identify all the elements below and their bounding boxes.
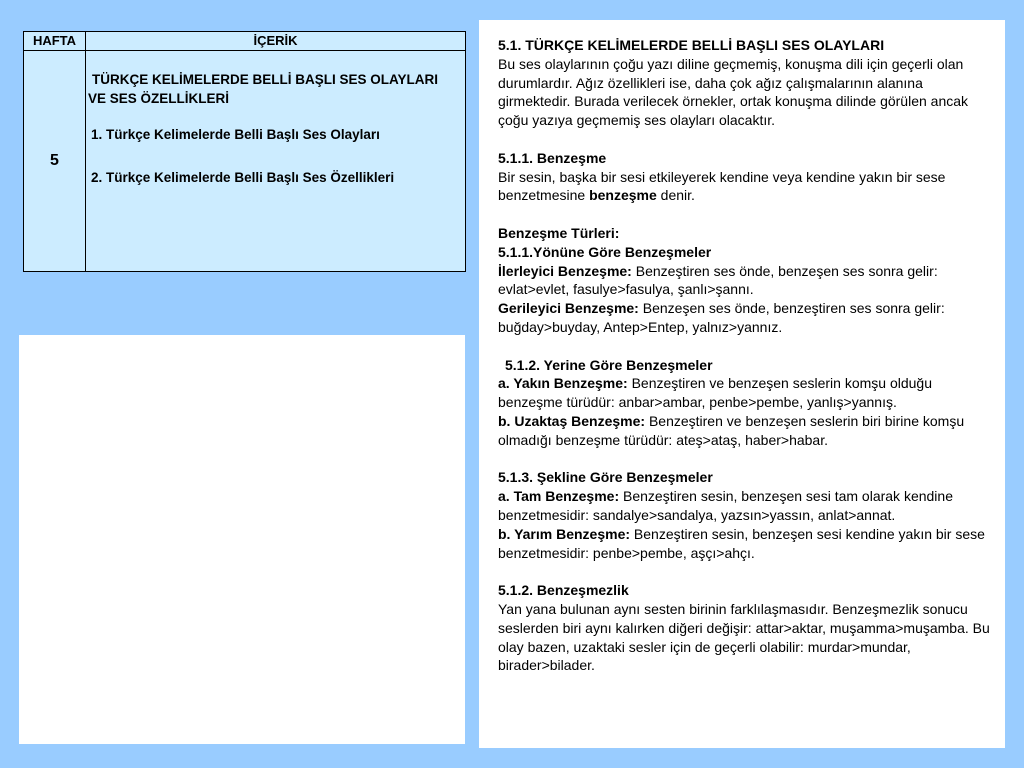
benzesme-text-a: Bir sesin, başka bir sesi etkileyerek kendine veya kendine yakın bir sese benzetmesine [498, 168, 946, 204]
topic-title: TÜRKÇE KELİMELERDE BELLİ BAŞLI SES OLAYLARI VE SES ÖZELLİKLERİ [88, 72, 439, 106]
full-paragraph [498, 487, 993, 525]
header-week: HAFTA [24, 32, 86, 50]
full-term: a. Tam Benzeşme: [498, 488, 620, 505]
week-number-cell [24, 51, 86, 271]
header-content: İÇERİK [253, 33, 298, 48]
benzesme-term: benzeşme [589, 187, 657, 204]
content-item-1: 1. Türkçe Kelimelerde Belli Başlı Ses Olayları [91, 127, 380, 142]
content-item-2: 2. Türkçe Kelimelerde Belli Başlı Ses Özellikleri [91, 170, 395, 185]
shape-heading: 5.1.3. Şekline Göre Benzeşmeler [498, 469, 713, 486]
text-panel [479, 20, 1005, 748]
content-cell [86, 51, 465, 271]
far-text: Benzeştiren ve benzeşen seslerin biri birine komşu olmadığı benzeşme türüdür: ateş>ataş, haber>habar. [498, 412, 965, 448]
near-paragraph [498, 374, 993, 412]
week-number: 5 [50, 152, 59, 169]
direction-heading: 5.1.1.Yönüne Göre Benzeşmeler [498, 243, 712, 260]
benzesme-definition [498, 168, 993, 206]
near-text: Benzeştiren ve benzeşen seslerin komşu olduğu benzeşme türüdür: anbar>ambar, penbe>pembe, yanlış>yannış. [498, 375, 932, 411]
half-paragraph [498, 525, 993, 563]
benzesme-text-b: denir. [656, 187, 695, 204]
full-text: Benzeştiren sesin, benzeşen sesi tam olarak kendine benzetmesidir: sandalye>sandalya, yazsın>yassın, anlat>annat. [498, 488, 953, 523]
table-header-row [24, 32, 465, 51]
far-paragraph [498, 412, 993, 450]
far-term: b. Uzaktaş Benzeşme: [498, 412, 646, 429]
blank-white-box [19, 335, 465, 744]
near-term: a. Yakın Benzeşme: [498, 375, 628, 392]
regressive-term: Gerileyici Benzeşme: [498, 300, 639, 317]
half-text: Benzeştiren sesin, benzeşen sesi kendine yakın bir sese benzetmesidir: penbe>pembe, aşçı>ahçı. [498, 525, 985, 561]
types-heading: Benzeşme Türleri: [498, 224, 620, 241]
benzesme-heading: 5.1.1. Benzeşme [498, 149, 607, 166]
dissim-paragraph: Yan yana bulunan aynı sesten birinin farklılaşmasıdır. Benzeşmezlik sonucu seslerden biri aynı kalırken diğeri değişir: attar>aktar, muşamma>muşamba. Bu olay bazen, uzaktaki sesler için de geçerli olabilir: murdar>mundar, birader>bilader. [498, 600, 990, 674]
panel-title: 5.1. TÜRKÇE KELİMELERDE BELLİ BAŞLI SES OLAYLARI [498, 37, 885, 53]
regressive-text: Benzeşen ses önde, benzeştiren ses sonra gelir: buğday>buyday, Antep>Entep, yalnız>yannız. [498, 300, 945, 335]
progressive-text: Benzeştiren ses önde, benzeşen ses sonra gelir: evlat>evlet, fasulye>fasulya, şanlı>şannı. [498, 262, 938, 298]
schedule-table [23, 31, 466, 272]
progressive-term: İlerleyici Benzeşme: [498, 262, 632, 279]
place-heading: 5.1.2. Yerine Göre Benzeşmeler [505, 356, 713, 373]
dissim-heading: 5.1.2. Benzeşmezlik [498, 582, 629, 599]
intro-paragraph: Bu ses olaylarının çoğu yazı diline geçmemiş, konuşma dili için geçerli olan durumlardır. Ağız özellikleri ise, daha çok ağız çalışmalarının alanına girmektedir. Burada verilecek örnekler, ortak konuşma dilinde görülen ancak çoğu yazıya geçmemiş ses olayları olacaktır. [498, 55, 969, 129]
progressive-paragraph [498, 262, 993, 300]
half-term: b. Yarım Benzeşme: [498, 525, 631, 542]
regressive-paragraph [498, 299, 993, 337]
